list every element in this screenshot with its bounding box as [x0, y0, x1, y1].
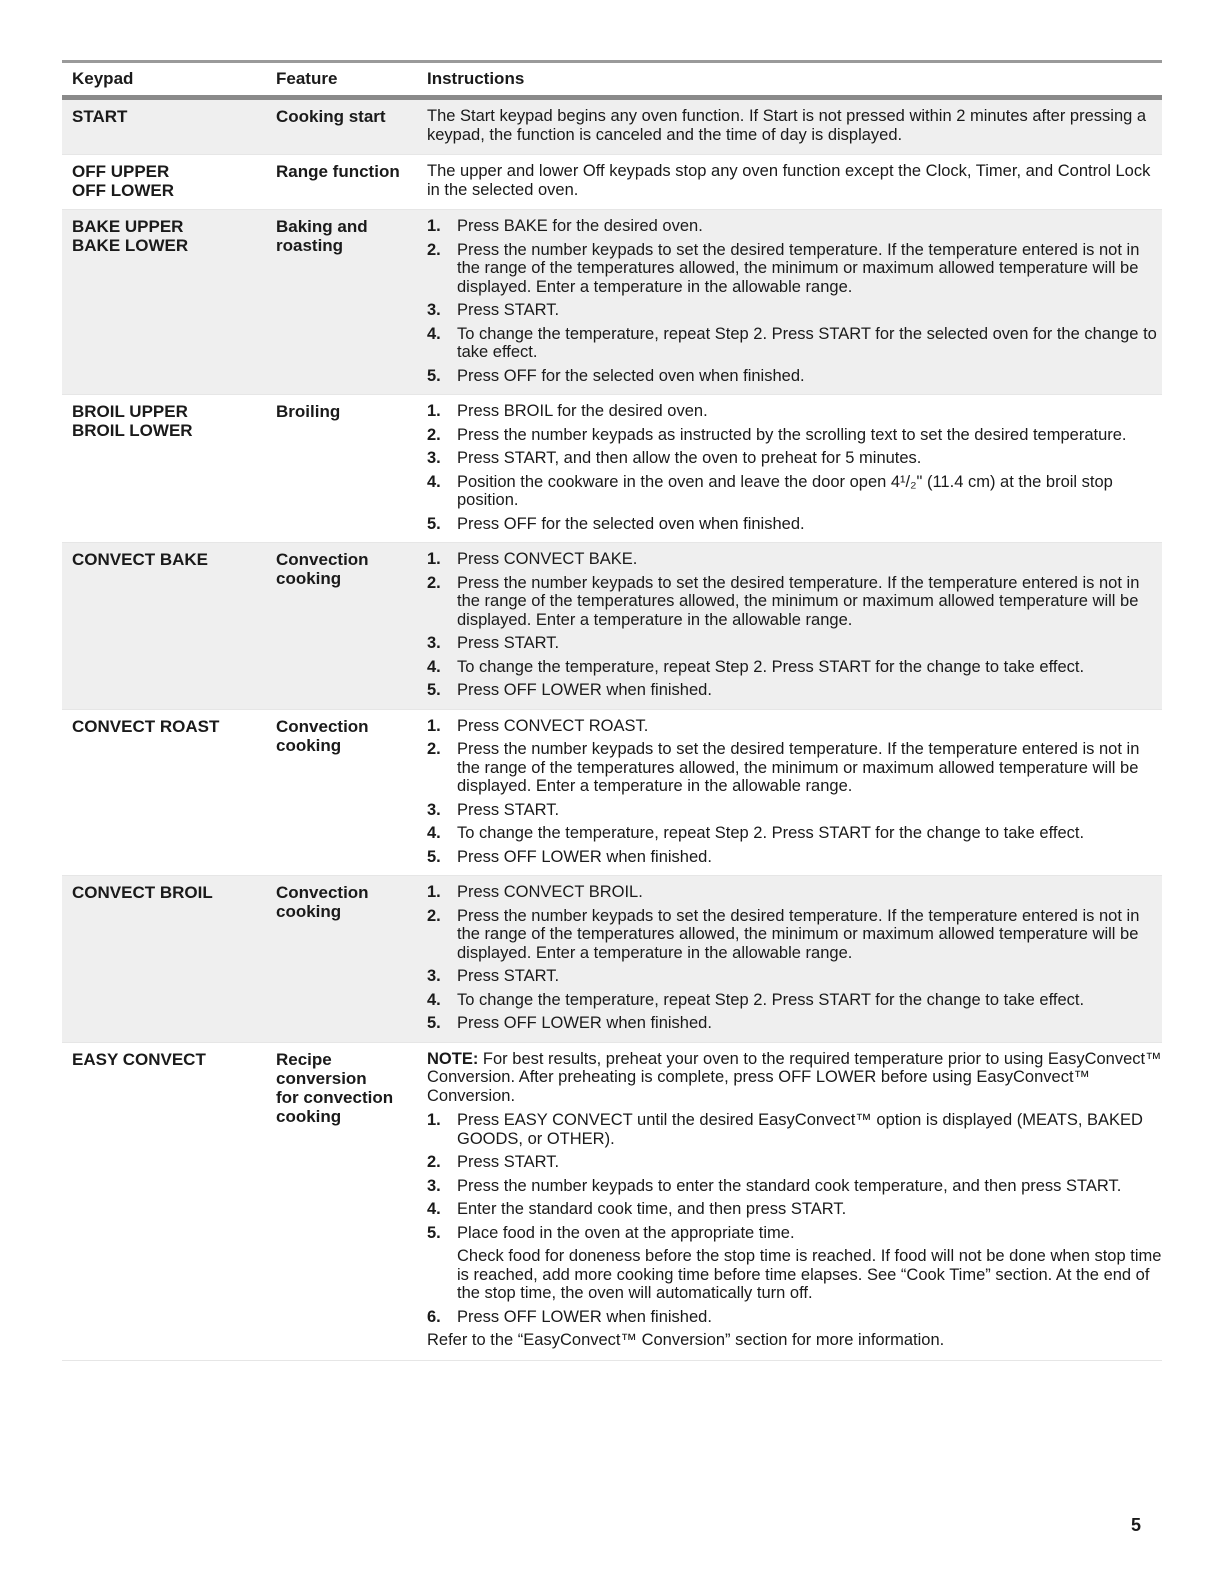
feature-cell [276, 210, 427, 394]
note-label: NOTE: [427, 1049, 479, 1068]
step-item [427, 1014, 1162, 1033]
feature-cell [276, 100, 427, 154]
keypad-cell [62, 543, 276, 709]
step-item [427, 241, 1162, 297]
keypad-name: OFF UPPER [72, 162, 170, 181]
reference-note: Refer to the “EasyConvect™ Conversion” section for more information. [427, 1331, 945, 1349]
step-item [427, 681, 1162, 700]
step-number: 1. [427, 550, 441, 568]
step-text: Press BAKE for the desired oven. [457, 217, 703, 235]
step-number: 3. [427, 634, 441, 652]
instructions-cell [427, 876, 1162, 1042]
instructions-cell [427, 155, 1162, 209]
keypad-cell [62, 100, 276, 154]
header-keypad: Keypad [72, 69, 134, 88]
table-row [62, 210, 1162, 395]
keypad-name: BAKE UPPER [72, 217, 184, 236]
step-number: 2. [427, 425, 441, 444]
step-item [427, 217, 1162, 236]
keypad-name: EASY CONVECT [72, 1049, 206, 1069]
step-number: 1. [427, 217, 441, 235]
step-number: 1. [427, 402, 441, 420]
note-text: For best results, preheat your oven to the required temperature prior to using EasyConvect™ Conversion. After preheating is complete, press OFF LOWER before using EasyConvect™ Conversion. [427, 1049, 1162, 1105]
page-number: 5 [1130, 1515, 1141, 1535]
step-list [427, 402, 1162, 533]
feature-name: Recipe [276, 1049, 332, 1069]
step-item [427, 515, 1162, 534]
step-text: Press OFF for the selected oven when finished. [457, 366, 805, 385]
step-text: Press START. [457, 1153, 560, 1171]
keypad-name: BAKE LOWER [72, 236, 189, 255]
step-text: Press the number keypads to enter the standard cook temperature, and then press START. [457, 1176, 1122, 1195]
step-text: Press CONVECT ROAST. [457, 716, 649, 735]
instruction-text: The upper and lower Off keypads stop any oven function except the Clock, Timer, and Control Lock in the selected oven. [427, 162, 1151, 199]
step-item [427, 301, 1162, 320]
step-text: Press OFF LOWER when finished. [457, 1307, 712, 1326]
note [427, 1050, 1162, 1106]
keypad-cell [62, 210, 276, 394]
instructions-cell [427, 1043, 1162, 1360]
step-number: 1. [427, 883, 441, 901]
step-number: 3. [427, 449, 441, 467]
instruction-table [62, 60, 1162, 1361]
step-number: 2. [427, 573, 441, 592]
step-number: 3. [427, 1176, 441, 1195]
feature-name: cooking [276, 569, 342, 588]
step-number: 3. [427, 800, 441, 819]
feature-name: for convection [276, 1087, 394, 1107]
step-text: Press START. [457, 634, 560, 652]
step-number: 3. [427, 967, 441, 985]
table-row [62, 395, 1162, 543]
feature-name: roasting [276, 236, 344, 255]
header-instructions: Instructions [427, 69, 525, 88]
step-number: 4. [427, 657, 441, 676]
step-list [427, 1111, 1162, 1242]
step-text: Press START, and then allow the oven to preheat for 5 minutes. [457, 449, 922, 467]
keypad-cell [62, 710, 276, 876]
feature-name: Convection [276, 550, 369, 569]
step-list [427, 717, 1162, 867]
step-text: Press START. [457, 301, 560, 319]
table-row [62, 876, 1162, 1043]
feature-name: conversion [276, 1068, 367, 1088]
step-item [427, 907, 1162, 963]
feature-cell [276, 395, 427, 542]
table-header [62, 63, 1162, 95]
step-text: To change the temperature, repeat Step 2. Press START for the change to take effect. [457, 990, 1085, 1009]
step-text: Press OFF LOWER when finished. [457, 1014, 712, 1032]
keypad-name: CONVECT ROAST [72, 716, 220, 736]
step-text: To change the temperature, repeat Step 2. Press START for the change to take effect. [457, 824, 1085, 842]
step-item [427, 426, 1162, 445]
step-number: 4. [427, 324, 441, 343]
step-number: 6. [427, 1307, 441, 1326]
step-item [427, 325, 1162, 362]
step-number: 3. [427, 301, 441, 319]
keypad-name: START [72, 107, 128, 126]
step-number: 1. [427, 1111, 441, 1129]
step-text: Press START. [457, 967, 560, 985]
step-number: 2. [427, 240, 441, 259]
instructions-cell [427, 543, 1162, 709]
step-item [427, 1200, 1162, 1219]
step-item [427, 991, 1162, 1010]
step-number: 1. [427, 716, 441, 735]
step-item [427, 550, 1162, 569]
feature-name: Convection [276, 716, 369, 736]
feature-cell [276, 1043, 427, 1360]
step-number: 2. [427, 1153, 441, 1171]
keypad-name: BROIL UPPER [72, 402, 188, 421]
step-text: Press the number keypads to set the desired temperature. If the temperature entered is not in the range of the temperatures allowed, the minimum or maximum allowed temperature will be displayed. Enter a temperature in the allowable range. [457, 240, 1140, 296]
feature-name: Cooking start [276, 107, 386, 126]
step-text: Press OFF LOWER when finished. [457, 847, 712, 866]
feature-cell [276, 155, 427, 209]
step-item [427, 574, 1162, 630]
step-list [427, 217, 1162, 385]
keypad-name: CONVECT BROIL [72, 883, 213, 902]
keypad-cell [62, 876, 276, 1042]
step-item [427, 967, 1162, 986]
step-text: Press the number keypads as instructed by the scrolling text to set the desired temperature. [457, 425, 1127, 444]
step-item [427, 658, 1162, 677]
step-text: Press OFF for the selected oven when finished. [457, 514, 805, 533]
step-text: Press the number keypads to set the desired temperature. If the temperature entered is not in the range of the temperatures allowed, the minimum or maximum allowed temperature will be displayed. Enter a temperature in the allowable range. [457, 740, 1140, 795]
step-number: 5. [427, 514, 441, 533]
step-item [427, 449, 1162, 468]
instructions-cell [427, 395, 1162, 542]
table-body [62, 100, 1162, 1361]
step-item [427, 1111, 1162, 1148]
step-text: Press OFF LOWER when finished. [457, 681, 712, 699]
feature-name: Baking and [276, 217, 368, 236]
step-number: 5. [427, 1014, 441, 1032]
step-item [427, 740, 1162, 796]
feature-name: cooking [276, 1106, 342, 1126]
step-text: Enter the standard cook time, and then press START. [457, 1200, 847, 1218]
step-item [427, 402, 1162, 421]
step-number: 4. [427, 990, 441, 1009]
table-row [62, 100, 1162, 155]
step-item [427, 1224, 1162, 1243]
keypad-name: OFF LOWER [72, 181, 174, 200]
step-detail: Check food for doneness before the stop time is reached. If food will not be done when stop time is reached, add more cooking time before time elapses. See “Cook Time” section. At the end of the stop time, the oven will automatically turn off. [457, 1247, 1162, 1302]
table-row [62, 155, 1162, 210]
step-number: 5. [427, 847, 441, 866]
step-text: Press CONVECT BAKE. [457, 550, 638, 568]
feature-cell [276, 543, 427, 709]
step-list [427, 550, 1162, 700]
instructions-cell [427, 710, 1162, 876]
step-number: 2. [427, 906, 441, 925]
step-text: Press CONVECT BROIL. [457, 883, 643, 901]
feature-name: Convection [276, 883, 369, 902]
table-row [62, 1043, 1162, 1361]
step-item [427, 1177, 1162, 1196]
header-feature: Feature [276, 69, 338, 88]
keypad-name: BROIL LOWER [72, 421, 193, 440]
step-item [427, 473, 1162, 510]
step-number: 4. [427, 1200, 441, 1218]
instructions-cell [427, 100, 1162, 154]
feature-name: cooking [276, 902, 342, 921]
keypad-cell [62, 395, 276, 542]
step-text: Press BROIL for the desired oven. [457, 402, 708, 420]
step-number: 5. [427, 1223, 441, 1242]
step-text: Press the number keypads to set the desired temperature. If the temperature entered is not in the range of the temperatures allowed, the minimum or maximum allowed temperature will be displayed. Enter a temperature in the allowable range. [457, 573, 1140, 629]
step-text: Place food in the oven at the appropriate time. [457, 1223, 795, 1242]
feature-cell [276, 876, 427, 1042]
step-item [427, 634, 1162, 653]
step-item [427, 1308, 1162, 1327]
step-text: To change the temperature, repeat Step 2. Press START for the selected oven for the change to take effect. [457, 324, 1157, 361]
step-item [427, 824, 1162, 843]
step-list [427, 1308, 1162, 1327]
table-row [62, 710, 1162, 877]
step-number: 4. [427, 472, 441, 491]
keypad-cell [62, 1043, 276, 1360]
step-text: To change the temperature, repeat Step 2. Press START for the change to take effect. [457, 657, 1085, 676]
step-text: Press the number keypads to set the desired temperature. If the temperature entered is not in the range of the temperatures allowed, the minimum or maximum allowed temperature will be displayed. Enter a temperature in the allowable range. [457, 906, 1140, 962]
feature-cell [276, 710, 427, 876]
step-item [427, 717, 1162, 736]
feature-name: Range function [276, 162, 400, 181]
keypad-cell [62, 155, 276, 209]
step-number: 2. [427, 740, 441, 758]
feature-name: Broiling [276, 402, 341, 421]
step-item [427, 801, 1162, 820]
step-text: Position the cookware in the oven and leave the door open 4¹/₂" (11.4 cm) at the broil stop position. [457, 472, 1113, 509]
step-number: 5. [427, 366, 441, 385]
step-item [427, 883, 1162, 902]
keypad-name: CONVECT BAKE [72, 550, 209, 569]
step-item [427, 367, 1162, 386]
feature-name: cooking [276, 735, 342, 755]
step-number: 5. [427, 681, 441, 699]
step-number: 4. [427, 824, 441, 842]
step-text: Press START. [457, 800, 560, 819]
step-list [427, 883, 1162, 1033]
step-item [427, 1153, 1162, 1172]
step-item [427, 848, 1162, 867]
instructions-cell [427, 210, 1162, 394]
table-row [62, 543, 1162, 710]
instruction-text: The Start keypad begins any oven function. If Start is not pressed within 2 minutes after pressing a keypad, the function is canceled and the time of day is displayed. [427, 107, 1147, 144]
step-text: Press EASY CONVECT until the desired EasyConvect™ option is displayed (MEATS, BAKED GOODS, or OTHER). [457, 1111, 1143, 1148]
